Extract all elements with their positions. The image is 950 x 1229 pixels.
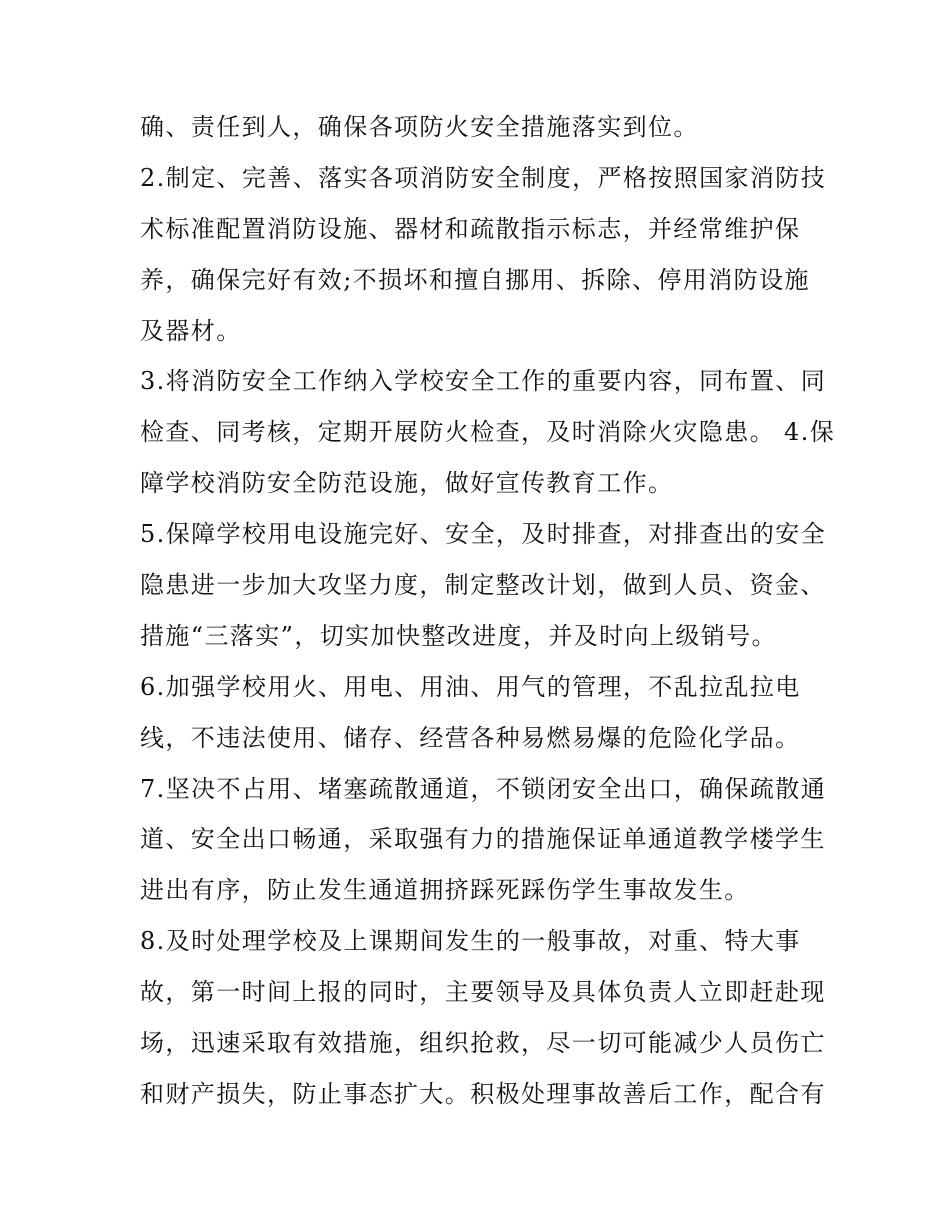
text-line: 6.加强学校用火、用电、用油、用气的管理，不乱拉乱拉电	[140, 672, 801, 701]
text-line: 进出有序，防止发生通道拥挤踩死踩伤学生事故发生。	[140, 876, 750, 905]
text-line: 障学校消防安全防范设施，做好宣传教育工作。	[140, 469, 674, 498]
text-line: 和财产损失，防止事态扩大。积极处理事故善后工作，配合有	[140, 1079, 826, 1108]
text-line: 确、责任到人，确保各项防火安全措施落实到位。	[140, 113, 699, 141]
text-line: 2.制定、完善、落实各项消防安全制度，严格按照国家消防技	[140, 163, 827, 192]
text-line: 8.及时处理学校及上课期间发生的一般事故，对重、特大事	[140, 927, 801, 956]
text-line: 隐患进一步加大攻坚力度，制定整改计划，做到人员、资金、	[140, 571, 826, 600]
text-line: 5.保障学校用电设施完好、安全，及时排查，对排查出的安全	[140, 520, 827, 549]
text-line: 道、安全出口畅通，采取强有力的措施保证单通道教学楼学生	[140, 825, 826, 854]
document-body	[140, 102, 840, 1120]
text-line: 7.坚决不占用、堵塞疏散通道，不锁闭安全出口，确保疏散通	[140, 774, 827, 803]
text-line: 养，确保完好有效;不损坏和擅自挪用、拆除、停用消防设施	[140, 265, 810, 294]
text-line: 措施“三落实”，切实加快整改进度，并及时向上级销号。	[140, 621, 777, 650]
text-line: 3.将消防安全工作纳入学校安全工作的重要内容，同布置、同	[140, 367, 827, 396]
text-line: 检查、同考核，定期开展防火检查，及时消除火灾隐患。 4.保	[140, 418, 836, 447]
text-line: 及器材。	[140, 316, 242, 345]
text-line: 场，迅速采取有效措施，组织抢救，尽一切可能减少人员伤亡	[140, 1029, 826, 1058]
text-line: 故，第一时间上报的同时，主要领导及具体负责人立即赶赴现	[140, 978, 826, 1007]
text-line: 线，不违法使用、储存、经营各种易燃易爆的危险化学品。	[140, 723, 801, 752]
text-line: 术标准配置消防设施、器材和疏散指示标志，并经常维护保	[140, 214, 801, 243]
